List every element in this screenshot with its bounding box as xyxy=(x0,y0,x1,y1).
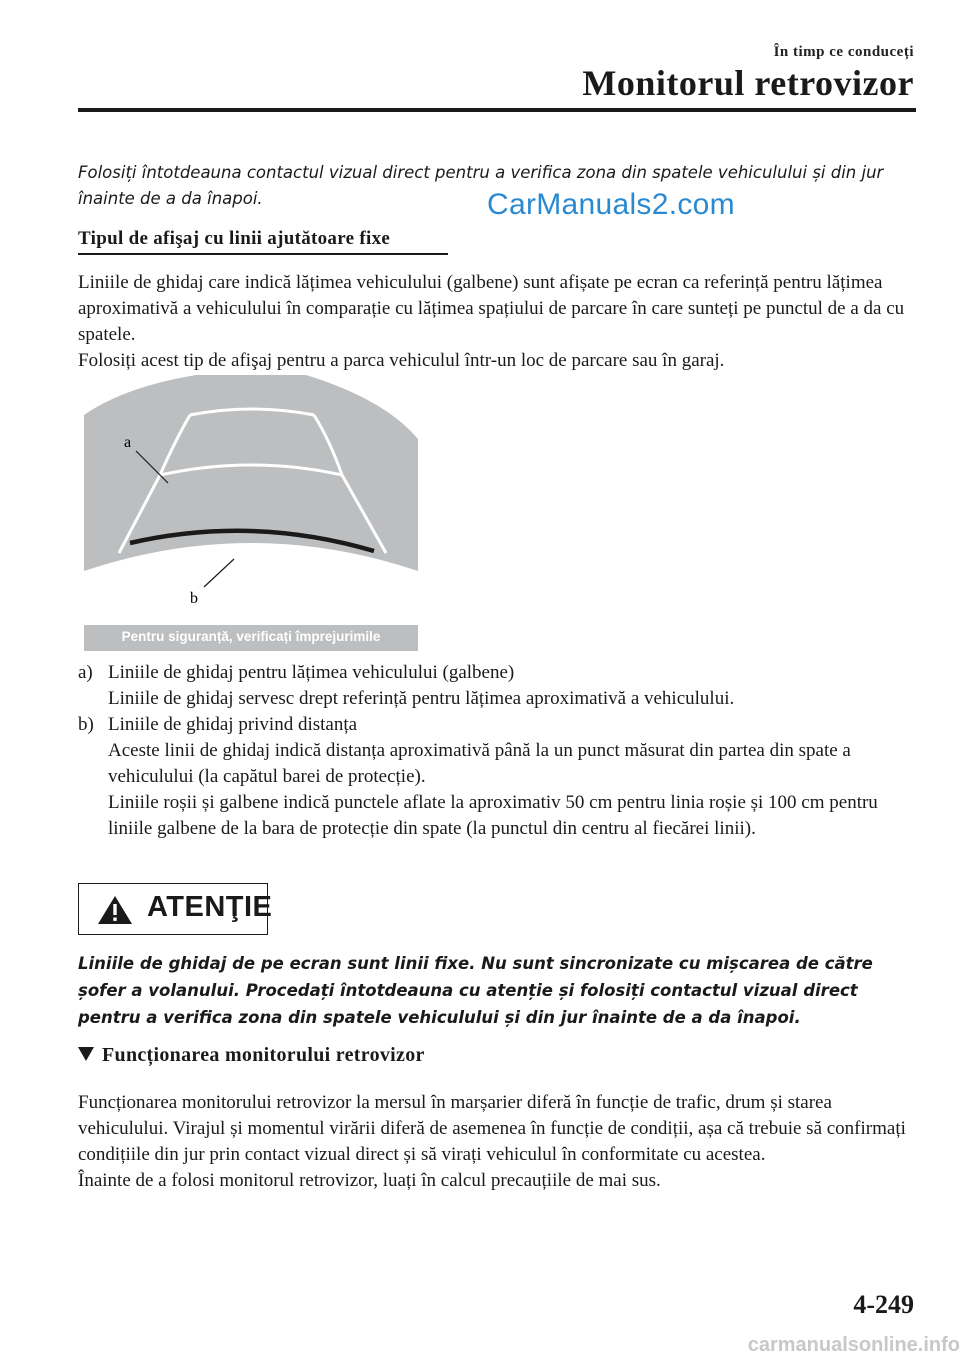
operation-heading-text: Funcționarea monitorului retrovizor xyxy=(102,1044,425,1066)
rear-view-diagram xyxy=(84,375,418,651)
figure-label-b: b xyxy=(190,590,198,607)
operation-paragraph: Înainte de a folosi monitorul retrovizor, luați în calcul precauțiile de mai sus. xyxy=(78,1170,661,1191)
footer-site: carmanualsonline.info xyxy=(747,1334,960,1356)
legend-item xyxy=(78,712,918,842)
width-guide-right-upper xyxy=(314,415,342,475)
operation-paragraph: Funcționarea monitorului retrovizor la mersul în marșarier diferă în funcție de trafic, drum și starea vehiculului. Virajul și momentul virării diferă de asemenea în funcție de condiții, așa că trebuie să confirmați condițiile din jur prin contact vizual direct și să virați vehiculul în conformitate cu acestea. xyxy=(78,1092,906,1165)
legend-item xyxy=(78,660,918,712)
legend-title: Liniile de ghidaj pentru lățimea vehiculului (galbene) xyxy=(108,662,515,683)
operation-body xyxy=(78,1090,918,1194)
running-header-section: În timp ce conduceți xyxy=(773,44,914,60)
warning-label: ATENŢIE xyxy=(147,891,273,923)
distance-guide-top xyxy=(190,409,314,415)
distance-guide-upper xyxy=(160,465,342,475)
operation-heading xyxy=(78,1044,425,1067)
section-triangle-icon xyxy=(78,1047,94,1061)
width-guide-left-upper xyxy=(160,415,190,475)
watermark: CarManuals2.com xyxy=(487,188,735,221)
legend-text: Aceste linii de ghidaj indică distanța aproximativă până la un punct măsurat din partea din spate a vehiculului (la capătul barei de protecție). xyxy=(108,740,851,787)
rear-view-figure xyxy=(84,375,418,651)
figure-label-a: a xyxy=(124,434,132,451)
warning-text: Liniile de ghidaj de pe ecran sunt linii fixe. Nu sunt sincronizate cu mișcarea de către șofer a volanului. Procedați întotdeauna cu atenție și folosiți contactul vizual direct pentru a verifica zona din spatele vehiculului și din jur înainte de a da înapoi. xyxy=(78,954,873,1027)
bottom-vignette xyxy=(84,543,418,625)
legend-text: Liniile roșii și galbene indică punctele aflate la aproximativ 50 cm pentru linia roșie și 100 cm pentru liniile galbene de la bara de protecție din spate (la punctul din centru al fiecărei linii). xyxy=(108,792,878,839)
figure-caption: Pentru siguranță, verificați împrejurimile xyxy=(121,629,381,644)
fixed-guide-heading: Tipul de afişaj cu linii ajutătoare fixe xyxy=(78,228,391,249)
legend-marker: b) xyxy=(78,714,94,735)
page-number: 4-249 xyxy=(853,1290,914,1319)
top-left-mask xyxy=(84,375,196,415)
intro-note: Folosiți întotdeauna contactul vizual direct pentru a verifica zona din spatele vehiculului și din jur înainte de a da înapoi. xyxy=(78,163,884,208)
legend-text: Liniile de ghidaj servesc drept referință pentru lățimea aproximativă a vehiculului. xyxy=(108,688,735,709)
fixed-guide-paragraph: Liniile de ghidaj care indică lățimea vehiculului (galbene) sunt afișate pe ecran ca referință pentru lățimea aproximativă a vehiculului în comparație cu lățimea spațiului de parcare în care sunteți pe punctul de a da cu spatele. xyxy=(78,272,905,345)
warning-triangle-icon xyxy=(97,895,133,925)
running-header-title: Monitorul retrovizor xyxy=(582,63,914,103)
fixed-guide-heading-underline xyxy=(78,253,448,255)
legend-title: Liniile de ghidaj privind distanța xyxy=(108,714,358,735)
width-guide-right-lower xyxy=(342,475,386,553)
fixed-guide-body xyxy=(78,270,918,374)
figure-legend xyxy=(78,660,918,842)
header-divider xyxy=(78,108,916,112)
warning-label-box xyxy=(78,883,273,935)
legend-marker: a) xyxy=(78,662,93,683)
fixed-guide-paragraph: Folosiți acest tip de afişaj pentru a parca vehiculul într-un loc de parcare sau în garaj. xyxy=(78,350,725,371)
